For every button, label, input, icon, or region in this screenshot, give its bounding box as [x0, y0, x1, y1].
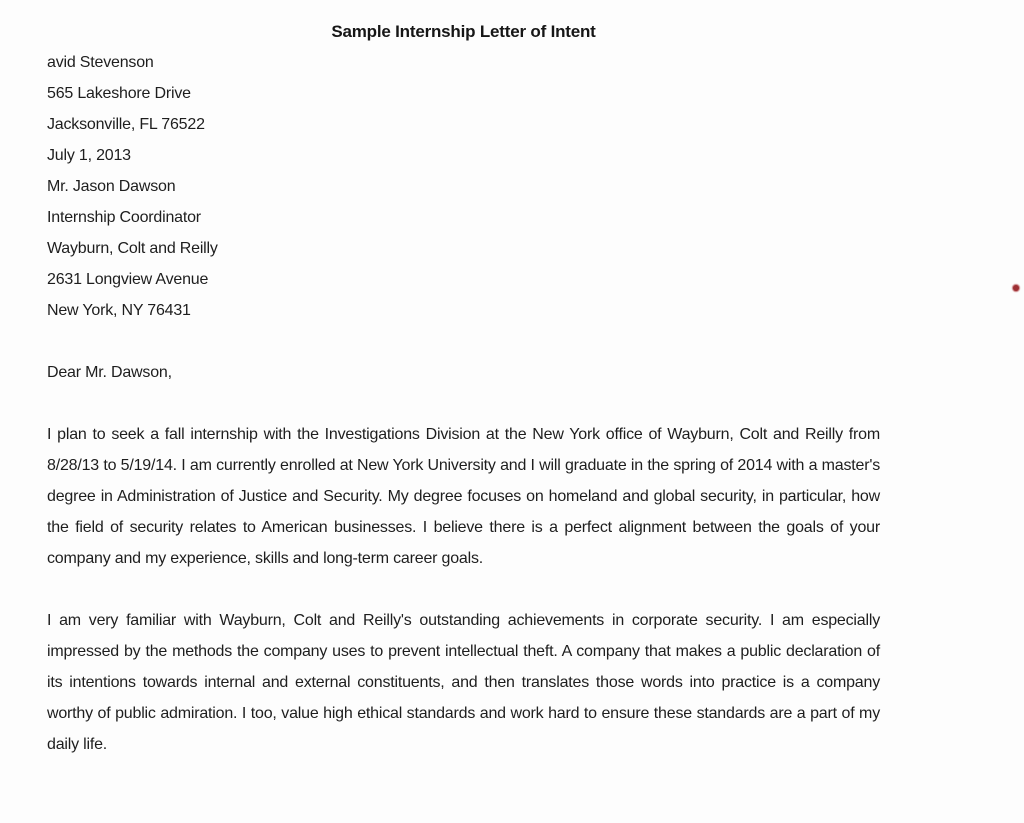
recipient-company: Wayburn, Colt and Reilly: [47, 240, 218, 257]
recipient-name: Mr. Jason Dawson: [47, 178, 176, 195]
sender-city-state-zip: Jacksonville, FL 76522: [47, 116, 205, 133]
body-paragraph-1: I plan to seek a fall internship with the Investigations Division at the New York office of Wayburn, Colt and Reilly from 8/28/13 to 5/19/14. I am currently enrolled at New York University and I will graduate in the spring of 2014 with a master's degree in Administration of Justice and Security. My degree focuses on homeland and global security, in particular, how the field of security relates to American businesses. I believe there is a perfect alignment between the goals of your company and my experience, skills and long-term career goals.: [47, 426, 880, 567]
body-paragraph-2: I am very familiar with Wayburn, Colt and Reilly's outstanding achievements in corporate security. I am especially impressed by the methods the company uses to prevent intellectual theft. A company that makes a public declaration of its intentions towards internal and external constituents, and then translates those words into practice is a company worthy of public admiration. I too, value high ethical standards and work hard to ensure these standards are a part of my daily life.: [47, 612, 880, 753]
recipient-address-block: [47, 171, 880, 326]
recipient-city-state-zip: New York, NY 76431: [47, 302, 191, 319]
sender-street: 565 Lakeshore Drive: [47, 85, 191, 102]
red-dot-marker: [1013, 285, 1019, 291]
recipient-street: 2631 Longview Avenue: [47, 271, 209, 288]
sender-name: avid Stevenson: [47, 54, 154, 71]
letter-date: July 1, 2013: [47, 147, 131, 164]
letter-document: [47, 16, 880, 760]
letter-title: Sample Internship Letter of Intent: [331, 22, 596, 41]
sender-address-block: [47, 47, 880, 171]
salutation: Dear Mr. Dawson,: [47, 364, 172, 381]
recipient-title: Internship Coordinator: [47, 209, 201, 226]
